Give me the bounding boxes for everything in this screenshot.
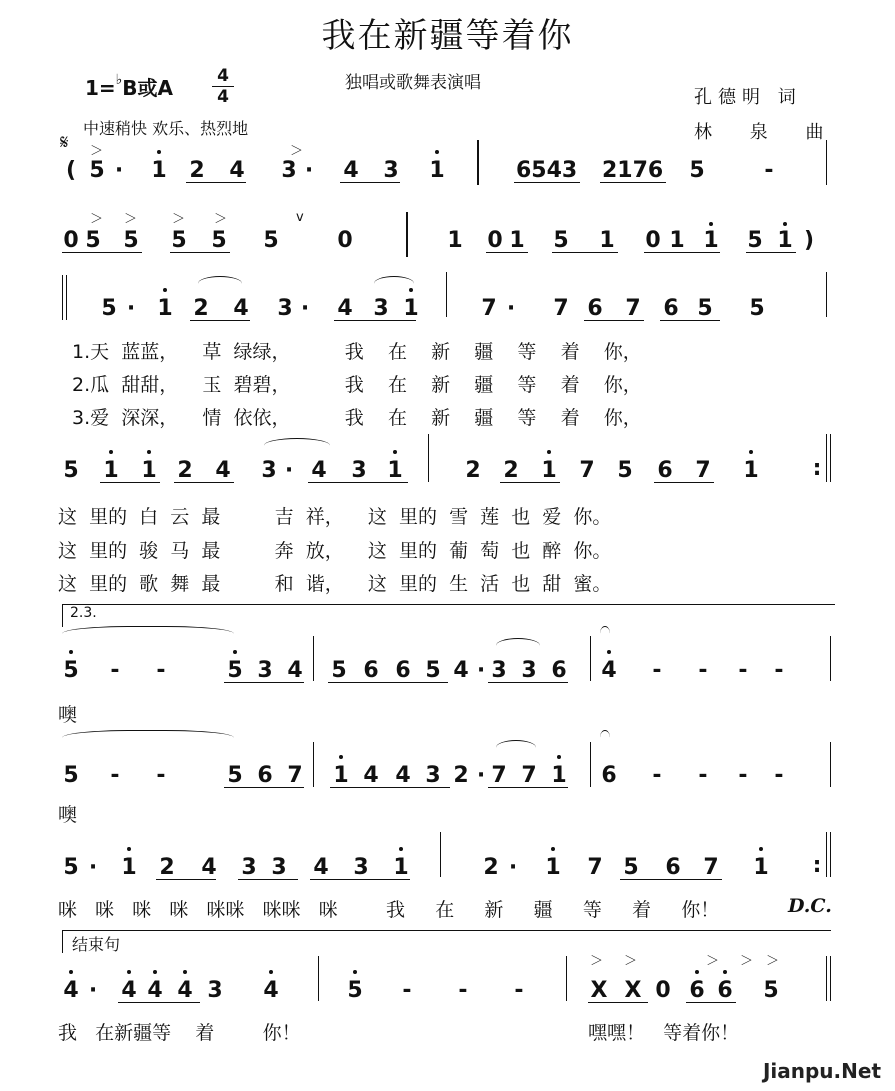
barline (826, 434, 827, 482)
key-signature (85, 72, 173, 101)
note: 1 (333, 763, 349, 788)
note: 2 (453, 763, 469, 788)
barline (407, 212, 408, 257)
underline (224, 682, 304, 683)
slur (198, 276, 242, 291)
underline (118, 1002, 200, 1003)
note: 1 (141, 458, 157, 483)
note: 4 (177, 978, 193, 1003)
barline (313, 742, 314, 787)
note: 6543 (516, 158, 578, 183)
underline (174, 482, 234, 483)
coda-label: 结束句 (72, 935, 121, 954)
note: 4 (337, 296, 353, 321)
lyric-row4-b: 这 里的 骏 马 最 奔 放， 这 里的 葡 萄 也 醉 你。 (58, 540, 612, 562)
note: 1 (743, 458, 759, 483)
note: 7 (521, 763, 537, 788)
barline (566, 956, 567, 1001)
octave-dot (157, 150, 161, 154)
note: - (764, 158, 774, 183)
note: · (476, 658, 486, 683)
lyric-row7: 咪 咪 咪 咪 咪咪 咪咪 咪 我 在 新 疆 等 着 你！ (58, 899, 720, 921)
note: 3 (491, 658, 507, 683)
note: 5 (623, 855, 639, 880)
note: 4 (287, 658, 303, 683)
octave-dot (607, 650, 611, 654)
watermark: Jianpu.Net (762, 1059, 881, 1083)
note: 6 (663, 296, 679, 321)
octave-dot (695, 970, 699, 974)
barline (830, 742, 831, 787)
barline (318, 956, 319, 1001)
note: X (624, 978, 642, 1003)
tempo-marking: 中速稍快 欢乐、热烈地 (83, 119, 249, 138)
accent-mark: ＞ (124, 212, 138, 227)
flat-symbol: ♭ (115, 72, 123, 88)
note: 1 (545, 855, 561, 880)
performance-note: 独唱或歌舞表演唱 (345, 73, 481, 93)
note: 3 (207, 978, 223, 1003)
barline (830, 832, 831, 877)
note: 6 (363, 658, 379, 683)
barline (826, 832, 827, 877)
octave-dot (233, 650, 237, 654)
note: 0 (63, 228, 79, 253)
note: 6 (665, 855, 681, 880)
note: 4 (147, 978, 163, 1003)
ending-bracket (62, 604, 835, 627)
note: 6 (657, 458, 673, 483)
key-name: B或A (122, 76, 174, 100)
underline (330, 787, 450, 788)
note: 3 (277, 296, 293, 321)
dc-marking: D.C. (788, 895, 832, 917)
note: · (284, 458, 294, 483)
tie (600, 626, 610, 641)
note: 1 (403, 296, 419, 321)
note: 3 (281, 158, 297, 183)
note: 6 (601, 763, 617, 788)
note: 6 (717, 978, 733, 1003)
lyricist-credit: 孔德明 词 (694, 87, 802, 108)
note: 5 (63, 763, 79, 788)
underline (190, 320, 250, 321)
barline (66, 275, 67, 320)
octave-dot (353, 970, 357, 974)
octave-dot (759, 847, 763, 851)
note: 4 (215, 458, 231, 483)
note: 5 (85, 228, 101, 253)
note: 6 (689, 978, 705, 1003)
note: 3 (353, 855, 369, 880)
note: - (458, 978, 468, 1003)
composer-credit: 林 泉 曲 (694, 122, 840, 143)
note: 1 (669, 228, 685, 253)
note: - (110, 658, 120, 683)
note: 1 (151, 158, 167, 183)
note: - (110, 763, 120, 788)
note: · (304, 158, 314, 183)
barline (62, 275, 63, 320)
underline (488, 787, 568, 788)
note: 5 (263, 228, 279, 253)
note: · (88, 855, 98, 880)
note: 7 (695, 458, 711, 483)
octave-dot (435, 150, 439, 154)
octave-dot (547, 450, 551, 454)
octave-dot (163, 288, 167, 292)
lyric-verse-3: 3.爱 深深， 情 依依， 我 在 新 疆 等 着 你， (72, 407, 642, 429)
barline (826, 272, 827, 317)
note: 2 (159, 855, 175, 880)
slur (264, 438, 330, 453)
underline (486, 252, 528, 253)
note: 5 (63, 855, 79, 880)
note: 5 (123, 228, 139, 253)
underline (186, 182, 246, 183)
underline (662, 879, 722, 880)
octave-dot (393, 450, 397, 454)
note: 4 (395, 763, 411, 788)
note: 5 (331, 658, 347, 683)
note: 5 (227, 658, 243, 683)
accent-mark: ＞ (706, 954, 720, 969)
note: - (774, 763, 784, 788)
note: 4 (453, 658, 469, 683)
underline (686, 1002, 736, 1003)
note: 5 (747, 228, 763, 253)
barline (830, 956, 831, 1001)
note: 7 (579, 458, 595, 483)
note: 4 (311, 458, 327, 483)
octave-dot (269, 970, 273, 974)
note: 5 (689, 158, 705, 183)
note: 4 (263, 978, 279, 1003)
slur (496, 740, 536, 755)
note: 3 (521, 658, 537, 683)
note: - (698, 658, 708, 683)
note: 1 (551, 763, 567, 788)
barline (826, 956, 827, 1001)
key-prefix: 1= (85, 76, 116, 100)
note: 6 (257, 763, 273, 788)
octave-dot (399, 847, 403, 851)
underline (746, 252, 796, 253)
breath-mark: v (296, 210, 304, 225)
note: 0 (487, 228, 503, 253)
note: 1 (393, 855, 409, 880)
note: 1 (541, 458, 557, 483)
underline (644, 252, 720, 253)
note: 3 (257, 658, 273, 683)
barline (428, 434, 429, 482)
note: - (774, 658, 784, 683)
underline (654, 482, 714, 483)
lyric-row4-a: 这 里的 白 云 最 吉 祥， 这 里的 雪 莲 也 爱 你。 (58, 506, 612, 528)
note: 5 (101, 296, 117, 321)
note: 3 (425, 763, 441, 788)
octave-dot (153, 970, 157, 974)
underline (600, 182, 666, 183)
note: - (402, 978, 412, 1003)
barline (590, 742, 591, 787)
ending-label: 2.3. (70, 605, 97, 621)
note: 1 (599, 228, 615, 253)
note: 6 (587, 296, 603, 321)
octave-dot (127, 970, 131, 974)
note: 2 (189, 158, 205, 183)
note: 4 (313, 855, 329, 880)
note: 5 (617, 458, 633, 483)
note: 5 (171, 228, 187, 253)
octave-dot (723, 970, 727, 974)
note: 4 (343, 158, 359, 183)
barline (826, 140, 827, 185)
note: 5 (763, 978, 779, 1003)
note: 1 (509, 228, 525, 253)
underline (488, 682, 568, 683)
underline (156, 879, 216, 880)
octave-dot (69, 970, 73, 974)
note: 1 (103, 458, 119, 483)
note: 3 (373, 296, 389, 321)
note: - (652, 763, 662, 788)
underline (584, 320, 644, 321)
lyric-row5: 噢 (58, 704, 78, 726)
note: 5 (425, 658, 441, 683)
note: 3 (271, 855, 287, 880)
note: 7 (625, 296, 641, 321)
segno-icon: 𝄋 (60, 130, 69, 154)
time-bottom: 4 (212, 86, 234, 107)
note: · (476, 763, 486, 788)
note: 2 (503, 458, 519, 483)
underline (100, 482, 160, 483)
accent-mark: ＞ (90, 212, 104, 227)
note: - (738, 658, 748, 683)
octave-dot (551, 847, 555, 851)
barline (313, 636, 314, 681)
slur (496, 638, 540, 653)
octave-dot (709, 222, 713, 226)
note: - (514, 978, 524, 1003)
lyric-row4-c: 这 里的 歌 舞 最 和 谐， 这 里的 生 活 也 甜 蜜。 (58, 573, 612, 595)
note: 0 (337, 228, 353, 253)
accent-mark: ＞ (766, 954, 780, 969)
lyric-row8-a: 我 在新疆等 着 你！ (58, 1022, 301, 1044)
accent-mark: ＞ (90, 144, 104, 159)
lyric-verse-1: 1.天 蓝蓝， 草 绿绿， 我 在 新 疆 等 着 你， (72, 341, 642, 363)
underline (62, 252, 142, 253)
note: 5 (63, 458, 79, 483)
note: 4 (121, 978, 137, 1003)
tie (600, 730, 610, 745)
underline (660, 320, 720, 321)
underline (170, 252, 230, 253)
note: 7 (703, 855, 719, 880)
note: 5 (63, 658, 79, 683)
underline (500, 482, 560, 483)
note: X (590, 978, 608, 1003)
note: 5 (227, 763, 243, 788)
note: 2 (193, 296, 209, 321)
note: 1 (777, 228, 793, 253)
note: : (812, 456, 822, 481)
note: 7 (491, 763, 507, 788)
note: 1 (703, 228, 719, 253)
note: 3 (351, 458, 367, 483)
accent-mark: ＞ (214, 212, 228, 227)
tie (62, 730, 234, 749)
note: 1 (121, 855, 137, 880)
note: - (156, 763, 166, 788)
note: 4 (63, 978, 79, 1003)
note: 1 (387, 458, 403, 483)
octave-dot (749, 450, 753, 454)
note: : (812, 853, 822, 878)
underline (308, 482, 408, 483)
note: 7 (553, 296, 569, 321)
note: 0 (645, 228, 661, 253)
note: 3 (261, 458, 277, 483)
note: 3 (241, 855, 257, 880)
accent-mark: ＞ (624, 954, 638, 969)
note: 4 (229, 158, 245, 183)
lyric-row6: 噢 (58, 804, 78, 826)
barline (830, 636, 831, 681)
note: 5 (211, 228, 227, 253)
underline (514, 182, 580, 183)
note: 6 (551, 658, 567, 683)
note: 1 (157, 296, 173, 321)
note: 4 (233, 296, 249, 321)
time-signature (212, 66, 234, 107)
underline (310, 879, 410, 880)
coda-bracket (62, 930, 831, 953)
note: 2 (177, 458, 193, 483)
note: 5 (697, 296, 713, 321)
barline (446, 272, 447, 317)
octave-dot (557, 755, 561, 759)
underline (328, 682, 448, 683)
barline (830, 434, 831, 482)
note: 1 (447, 228, 463, 253)
note: 2 (465, 458, 481, 483)
octave-dot (109, 450, 113, 454)
note: 5 (89, 158, 105, 183)
note: · (88, 978, 98, 1003)
underline (552, 252, 618, 253)
note: 3 (383, 158, 399, 183)
barline (440, 832, 441, 877)
barline (478, 140, 479, 185)
underline (340, 182, 400, 183)
octave-dot (183, 970, 187, 974)
underline (224, 787, 304, 788)
note: 6 (395, 658, 411, 683)
underline (334, 320, 416, 321)
note: 5 (347, 978, 363, 1003)
lyric-row8-b: 嘿嘿！ 等着你！ (588, 1022, 740, 1044)
note: 2 (483, 855, 499, 880)
note: 5 (553, 228, 569, 253)
note: · (126, 296, 136, 321)
note: · (114, 158, 124, 183)
note: 7 (587, 855, 603, 880)
underline (238, 879, 298, 880)
accent-mark: ＞ (290, 144, 304, 159)
slur (374, 276, 414, 291)
note: · (300, 296, 310, 321)
accent-mark: ＞ (590, 954, 604, 969)
accent-mark: ＞ (740, 954, 754, 969)
note: · (508, 855, 518, 880)
note: 7 (481, 296, 497, 321)
octave-dot (127, 847, 131, 851)
octave-dot (339, 755, 343, 759)
note: - (698, 763, 708, 788)
barline (590, 636, 591, 681)
tie (62, 626, 234, 645)
note: · (506, 296, 516, 321)
note: - (738, 763, 748, 788)
note: 5 (749, 296, 765, 321)
underline (588, 1002, 648, 1003)
octave-dot (147, 450, 151, 454)
accent-mark: ＞ (172, 212, 186, 227)
page-title: 我在新疆等着你 (321, 16, 574, 56)
note: 4 (201, 855, 217, 880)
note: ( (65, 158, 77, 183)
note: 7 (287, 763, 303, 788)
note: - (156, 658, 166, 683)
note: ) (803, 228, 815, 253)
octave-dot (783, 222, 787, 226)
note: 1 (429, 158, 445, 183)
note: 2176 (602, 158, 664, 183)
note: - (652, 658, 662, 683)
note: 0 (655, 978, 671, 1003)
time-top: 4 (217, 66, 229, 86)
lyric-verse-2: 2.瓜 甜甜， 玉 碧碧， 我 在 新 疆 等 着 你， (72, 374, 642, 396)
octave-dot (69, 650, 73, 654)
note: 4 (363, 763, 379, 788)
note: 4 (601, 658, 617, 683)
note: 1 (753, 855, 769, 880)
